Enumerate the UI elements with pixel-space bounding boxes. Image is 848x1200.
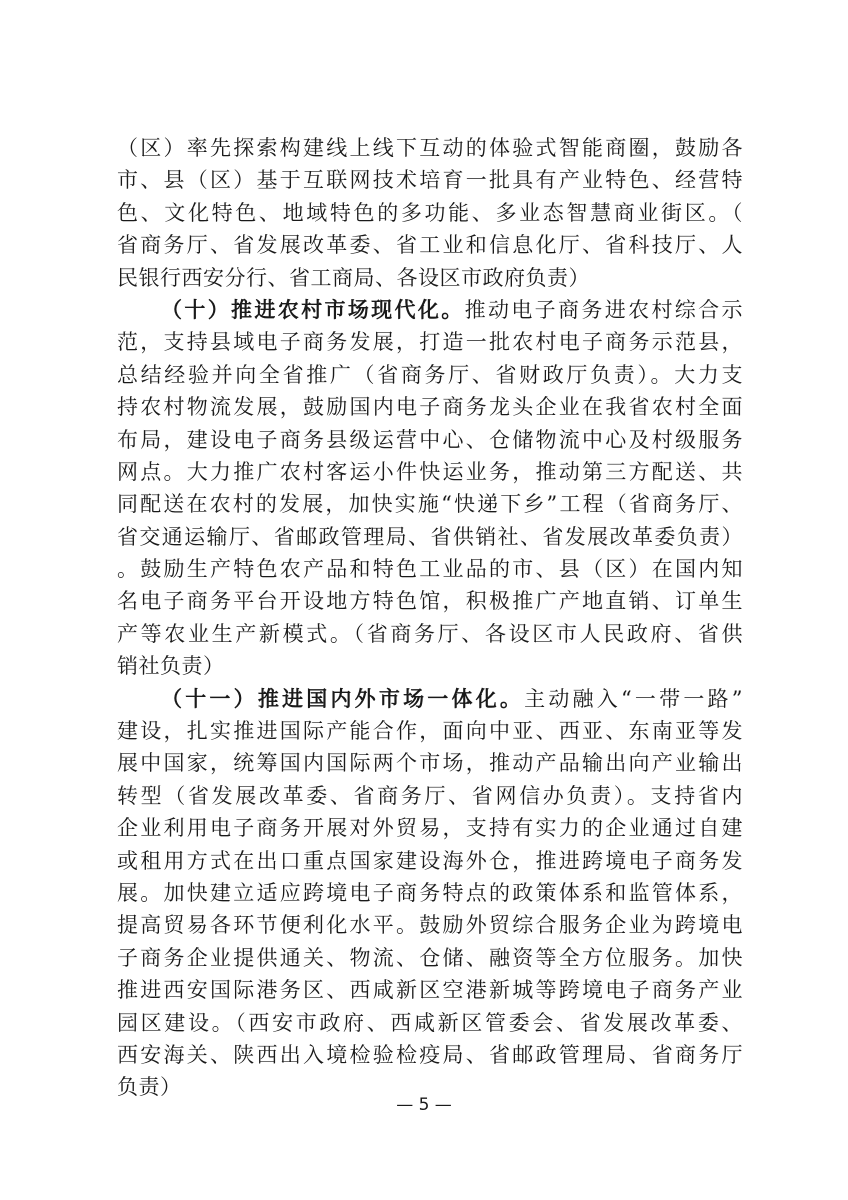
document-body [117, 132, 743, 1104]
text-line-16: 产等农业生产新模式。（省商务厅、各设区市人民政府、省供 [117, 621, 743, 646]
text-line-29: 西安海关、陕西出入境检验检疫局、省邮政管理局、省商务厅 [117, 1042, 743, 1067]
text-line-7: 范，支持县域电子商务发展，打造一批农村电子商务示范县， [117, 330, 743, 355]
text-line-1: （区）率先探索构建线上线下互动的体验式智能商圈，鼓励各 [117, 136, 743, 160]
text-line-19: 建设，扎实推进国际产能合作，面向中亚、西亚、东南亚等发 [117, 719, 743, 744]
text-line-23: 或租用方式在出口重点国家建设海外仓，推进跨境电子商务发 [117, 848, 743, 873]
text-line-4: 省商务厅、省发展改革委、省工业和信息化厅、省科技厅、人 [117, 233, 743, 258]
text-line-10: 布局，建设电子商务县级运营中心、仓储物流中心及村级服务 [117, 427, 743, 452]
section-heading: （十一）推进国内外市场一体化。 [161, 685, 525, 711]
section-heading: （十）推进农村市场现代化。 [161, 296, 465, 322]
text-line-15: 名电子商务平台开设地方特色馆，积极推广产地直销、订单生 [117, 589, 743, 614]
text-line-22: 企业利用电子商务开展对外贸易，支持有实力的企业通过自建 [117, 816, 743, 841]
text-line-24: 展。加快建立适应跨境电子商务特点的政策体系和监管体系， [117, 880, 743, 905]
text-line-14: 。鼓励生产特色农产品和特色工业品的市、县（区）在国内知 [117, 557, 743, 582]
section-text: 推动电子商务进农村综合示 [464, 297, 744, 322]
text-line-13: 省交通运输厅、省邮政管理局、省供销社、省发展改革委负责） [117, 524, 743, 549]
text-line-12: 同配送在农村的发展，加快实施“快递下乡”工程（省商务厅、 [117, 492, 743, 517]
text-line-26: 子商务企业提供通关、物流、仓储、融资等全方位服务。加快 [117, 945, 743, 970]
text-line-5: 民银行西安分行、省工商局、各设区市政府负责） [117, 265, 590, 290]
text-line-30: 负责） [117, 1075, 182, 1100]
text-line-21: 转型（省发展改革委、省商务厅、省网信办负责）。支持省内 [117, 783, 743, 808]
text-line-3: 色、文化特色、地域特色的多功能、多业态智慧商业街区。（ [117, 200, 743, 225]
page-number: — 5 — [396, 1095, 452, 1115]
text-line-8: 总结经验并向全省推广（省商务厅、省财政厅负责）。大力支 [117, 362, 743, 387]
section-text: 主动融入“一带一路” [524, 686, 743, 711]
section-11-heading-line [117, 683, 743, 715]
text-line-20: 展中国家，统筹国内国际两个市场，推动产品输出向产业输出 [117, 751, 743, 776]
text-line-27: 推进西安国际港务区、西咸新区空港新城等跨境电子商务产业 [117, 978, 743, 1003]
text-line-25: 提高贸易各环节便利化水平。鼓励外贸综合服务企业为跨境电 [117, 913, 743, 938]
text-line-2: 市、县（区）基于互联网技术培育一批具有产业特色、经营特 [117, 168, 743, 193]
text-line-9: 持农村物流发展，鼓励国内电子商务龙头企业在我省农村全面 [117, 395, 743, 420]
text-line-28: 园区建设。（西安市政府、西咸新区管委会、省发展改革委、 [117, 1010, 743, 1035]
text-line-17: 销社负责） [117, 654, 225, 679]
section-10-heading-line [117, 294, 743, 326]
text-line-11: 网点。大力推广农村客运小件快运业务，推动第三方配送、共 [117, 459, 743, 484]
